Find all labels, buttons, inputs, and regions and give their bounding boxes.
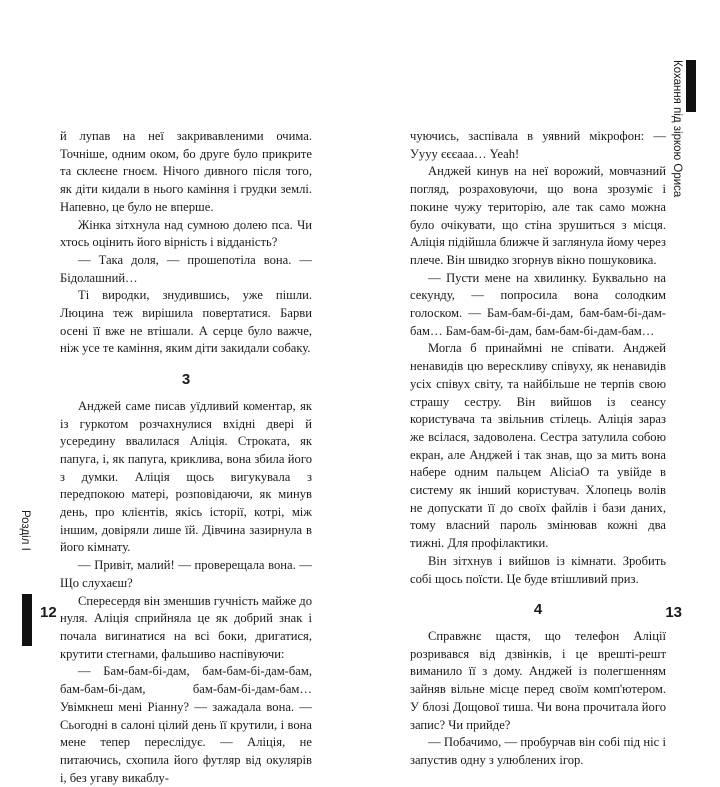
section-heading: 4 [533,601,543,619]
right-page [360,0,720,767]
paragraph: Могла б принаймні не співати. Анджей ненавидів цю верескливу співуху, як ненавидів усіх співух світу, та найбільше не терпів свою страшу сестру. Він вийшов із сеансу користувача та звільнив стілець. Аліція зараз же всілася, задоволена. Сестра затулила собою екран, але Анджей і так знав, що за мить вона набере одним пальцем AliciaO та увійде в систему як інший користувач. Хлопець волів не допускати її до своїх файлів і бази даних, тому власний пароль змінював кожні два тижні. Для профілактики. [410,341,666,551]
running-head-bar-right [686,60,696,112]
left-text-column [60,128,312,787]
paragraph: — Привіт, малий! — проверещала вона. — Що слухаєш? [60,558,312,590]
running-head-left: Розділ I [19,510,31,551]
paragraph: — Бам-бам-бі-дам, бам-бам-бі-дам-бам, бам-бам-бі-дам, бам-бам-бі-дам-бам… Увімкнеш мені Ріанну? — зажадала вона. — Сьогодні в салоні цілий день її крутили, і вона мене тепер переслідує. — Аліція, не питаючись, схопила його футляр від окулярів і, без угаву викаблу- [60,664,312,785]
paragraph: Спересердя він зменшив гучність майже до нуля. Аліція сприйняла це як добрий знак і почала вигинатися на всі боки, дригатися, крутити стегнами, фальшиво наспівуючи: [60,593,312,661]
right-text-column [410,128,666,770]
paragraph: Жінка зітхнула над сумною долею пса. Чи хтось оцінить його вірність і відданість? [60,217,312,250]
paragraph: Він зітхнув і вийшов із кімнати. Зробить собі щось поїсти. Це буде втішливий приз. [410,553,666,586]
paragraph: Анджей саме писав уїдливий коментар, як із гуркотом розчахнулися вхідні двері й усередину ввалилася Аліція. Строката, як папуга, і, як папуга, криклива, вона збила його з думки. Аліція щось вигукувала з передпокою матері, розповідаючи, як минув день, про клієнтів, якісь історії, котрі, між іншим, довіряли лише їй. Дівчина зазирнула в його кімнату. [60,398,312,555]
paragraph: — Пусти мене на хвилинку. Буквально на секунду, — попросила вона солодким голоском. — Бам-бам-бі-дам, бам-бам-бі-дам-бам… Бам-бам-бі-дам, бам-бам-бі-дам-бам… [410,270,666,338]
paragraph: — Побачимо, — пробурчав він собі під ніс і запустив одну з улюблених ігор. [410,735,666,767]
paragraph: Анджей кинув на неї ворожий, мовчазний погляд, розраховуючи, що вона зрозуміє і покине чужу територію, але так само можна було очікувати, що стіна зрушиться з місця. Аліція підійшла ближче й заглянула йому через плече. Він швидко згорнув вікно пошуковика. [410,164,666,267]
paragraph: Справжнє щастя, що телефон Аліції розривався від дзвінків, і це врешті-решт виманило її з дому. Анджей із полегшенням зайняв вільне місце перед своїм комп'ютером. У блозі Дощової тиша. Чи вона прочитала його запис? Чи прийде? [410,628,666,732]
section-heading: 3 [181,371,191,389]
paragraph: — Така доля, — прошепотіла вона. — Бідолашний… [60,252,312,285]
paragraph: чуючись, заспівала в уявний мікрофон: — Уууу єєєааа… Yeah! [410,129,666,161]
paragraph: Ті виродки, знудившись, уже пішли. Люцина теж вирішила повертатися. Барви осені її вже не втішали. А серце було важче, ніж усе те каміння, яким діти закидали собаку. [60,288,312,356]
running-head-bar-left [22,594,32,646]
paragraph: й лупав на неї закривавленими очима. Точніше, одним оком, бо друге було прикрите та склеєне гноєм. Нічого дивного після того, як діти кидали в нього каміння і грудки землі. Напевно, це було не вперше. [60,129,312,214]
left-page [0,0,360,785]
page-number: 12 [40,604,57,621]
running-head-right: Кохання під зіркою Ориса [671,60,683,198]
page-number: 13 [665,604,682,621]
